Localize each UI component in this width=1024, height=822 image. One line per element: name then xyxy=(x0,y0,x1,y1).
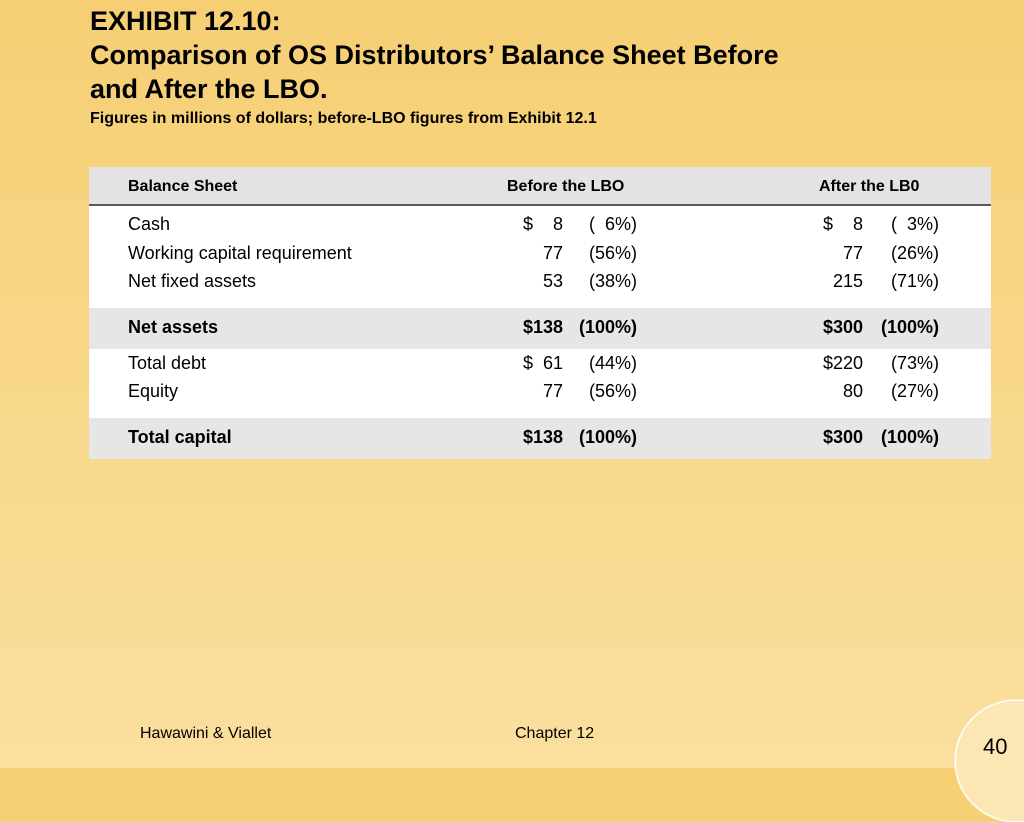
after-amount: 77 xyxy=(842,243,863,263)
header-before-lbo: Before the LBO xyxy=(507,178,625,195)
before-percent: (100%) xyxy=(579,427,638,447)
before-percent: (100%) xyxy=(579,317,638,337)
after-percent: (71%) xyxy=(890,271,939,291)
after-amount: $ 8 xyxy=(822,214,863,234)
slide-subtitle: Figures in millions of dollars; before-LBO figures from Exhibit 12.1 xyxy=(90,110,597,127)
before-amount: $138 xyxy=(522,317,563,337)
table-row xyxy=(89,353,991,381)
balance-sheet-table xyxy=(89,167,991,459)
after-percent: (73%) xyxy=(890,353,939,373)
after-percent: (100%) xyxy=(880,317,939,337)
row-label: Working capital requirement xyxy=(128,243,352,263)
table-row xyxy=(89,214,991,242)
exhibit-number: EXHIBIT 12.10: xyxy=(90,6,281,36)
before-percent: (56%) xyxy=(588,243,637,263)
table-row xyxy=(89,243,991,271)
after-percent: (27%) xyxy=(890,381,939,401)
page-number: 40 xyxy=(983,734,1008,759)
header-after-lbo: After the LB0 xyxy=(819,178,920,195)
before-percent: ( 6%) xyxy=(588,214,637,234)
after-amount: 215 xyxy=(832,271,863,291)
row-label: Net assets xyxy=(128,317,219,337)
table-header-row xyxy=(89,167,991,206)
header-balance-sheet: Balance Sheet xyxy=(128,178,238,195)
slide-header xyxy=(90,4,990,130)
slide-title-line-1: Comparison of OS Distributors’ Balance Sheet Before xyxy=(90,40,779,70)
before-amount: $ 61 xyxy=(522,353,563,373)
row-label: Total debt xyxy=(128,353,207,373)
after-amount: $300 xyxy=(822,317,863,337)
after-percent: (100%) xyxy=(880,427,939,447)
after-amount: 80 xyxy=(842,381,863,401)
before-amount: 53 xyxy=(542,271,563,291)
table-row xyxy=(89,271,991,299)
table-row-total xyxy=(89,308,991,349)
row-label: Cash xyxy=(128,214,171,234)
row-label: Equity xyxy=(128,381,179,401)
slide-title-line-2: and After the LBO. xyxy=(90,74,328,104)
before-percent: (38%) xyxy=(588,271,637,291)
before-percent: (44%) xyxy=(588,353,637,373)
before-amount: $ 8 xyxy=(522,214,563,234)
after-percent: (26%) xyxy=(890,243,939,263)
before-amount: 77 xyxy=(542,243,563,263)
after-amount: $220 xyxy=(822,353,863,373)
row-label: Net fixed assets xyxy=(128,271,257,291)
after-percent: ( 3%) xyxy=(890,214,939,234)
row-label: Total capital xyxy=(128,427,232,447)
footer-chapter: Chapter 12 xyxy=(515,725,595,742)
before-amount: 77 xyxy=(542,381,563,401)
table-row xyxy=(89,381,991,409)
footer-authors: Hawawini & Viallet xyxy=(140,725,272,742)
table-row-total xyxy=(89,418,991,459)
before-amount: $138 xyxy=(522,427,563,447)
page-number-circle xyxy=(955,700,1024,822)
before-percent: (56%) xyxy=(588,381,637,401)
after-amount: $300 xyxy=(822,427,863,447)
